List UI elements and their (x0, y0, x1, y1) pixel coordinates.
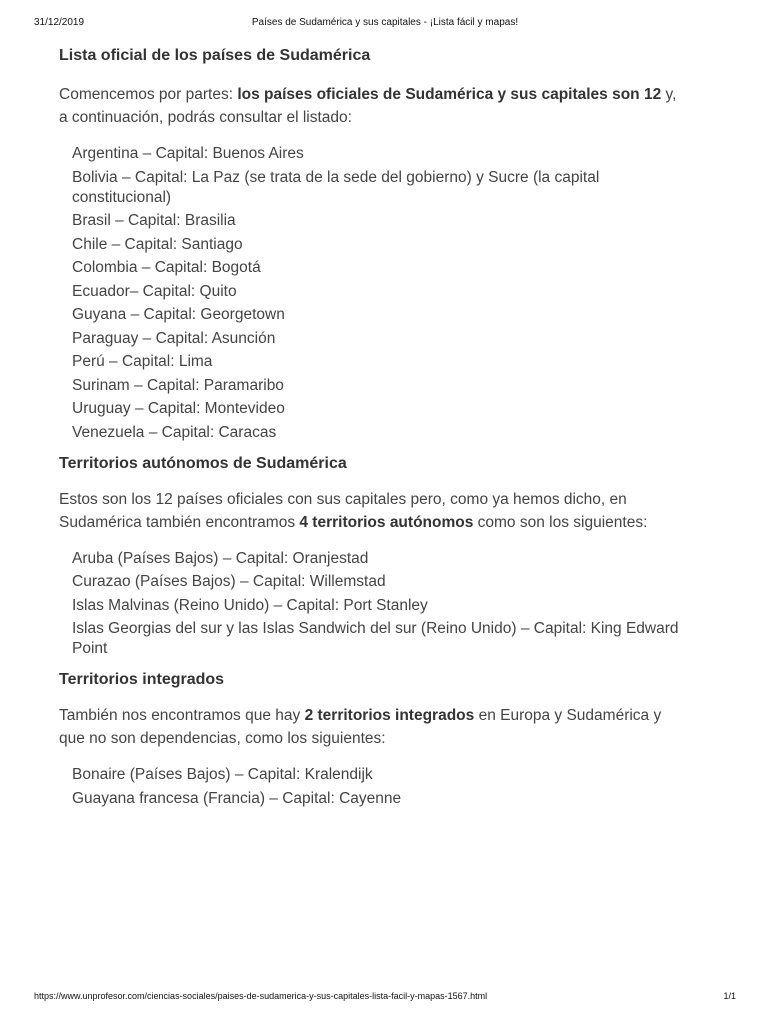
article-content (59, 45, 679, 812)
list-item: Uruguay – Capital: Montevideo (72, 400, 285, 417)
print-header (34, 17, 736, 31)
intro-text-bold: 4 territorios autónomos (299, 513, 474, 531)
intro-text-bold: 2 territorios integrados (304, 707, 475, 724)
intro-text-end: en Europa y Sudamérica y que no son dependencias, como los siguientes: (59, 707, 662, 747)
list-item: Ecuador– Capital: Quito (72, 282, 237, 300)
list-item: Venezuela – Capital: Caracas (72, 423, 277, 441)
list-item: Paraguay – Capital: Asunción (72, 329, 276, 347)
list-item: Chile – Capital: Santiago (72, 235, 243, 253)
intro-official-countries (59, 83, 679, 129)
official-countries-list (59, 144, 679, 443)
intro-integrated-territories (59, 704, 679, 750)
intro-text-start: También nos encontramos que hay (59, 707, 305, 724)
integrated-territories-list (59, 765, 679, 809)
list-item: Guyana – Capital: Georgetown (72, 306, 285, 323)
heading-integrated-territories: Territorios integrados (59, 671, 225, 688)
list-item: Bolivia – Capital: La Paz (se trata de la sede del gobierno) y Sucre (la capital constitucional) (72, 168, 600, 206)
autonomous-territories-list (59, 549, 679, 660)
intro-text-start: Estos son los 12 países oficiales con sus capitales pero, como ya hemos dicho, en Sudamérica también encontramos (59, 490, 627, 531)
heading-official-countries: Lista oficial de los países de Sudamérica (59, 47, 371, 64)
print-page-title: Países de Sudamérica y sus capitales - ¡Lista fácil y mapas! (251, 17, 519, 28)
list-item: Brasil – Capital: Brasilia (72, 212, 236, 229)
intro-autonomous-territories (59, 488, 679, 534)
intro-text-start: Comencemos por partes: (59, 86, 238, 103)
list-item: Perú – Capital: Lima (72, 353, 213, 370)
list-item: Aruba (Países Bajos) – Capital: Oranjestad (72, 549, 369, 567)
list-item: Islas Georgias del sur y las Islas Sandwich del sur (Reino Unido) – Capital: King Edward Point (72, 620, 679, 657)
print-footer (34, 991, 736, 1005)
page-number: 1/1 (723, 991, 736, 1001)
list-item: Guayana francesa (Francia) – Capital: Cayenne (72, 789, 402, 807)
heading-autonomous-territories: Territorios autónomos de Sudamérica (59, 454, 347, 472)
list-item: Islas Malvinas (Reino Unido) – Capital: Port Stanley (72, 596, 428, 614)
print-date: 31/12/2019 (34, 17, 85, 28)
list-item: Colombia – Capital: Bogotá (72, 259, 261, 276)
list-item: Argentina – Capital: Buenos Aires (72, 145, 304, 162)
list-item: Curazao (Países Bajos) – Capital: Willemstad (72, 573, 386, 590)
list-item: Surinam – Capital: Paramaribo (72, 376, 284, 394)
page-url: https://www.unprofesor.com/ciencias-sociales/paises-de-sudamerica-y-sus-capitales-lista-facil-y-mapas-1567.html (34, 991, 488, 1001)
list-item: Bonaire (Países Bajos) – Capital: Kralendijk (72, 766, 373, 783)
intro-text-end: como son los siguientes: (473, 513, 648, 531)
intro-text-end: y, a continuación, podrás consultar el listado: (59, 86, 677, 126)
intro-text-bold: los países oficiales de Sudamérica y sus capitales son 12 (237, 86, 662, 103)
